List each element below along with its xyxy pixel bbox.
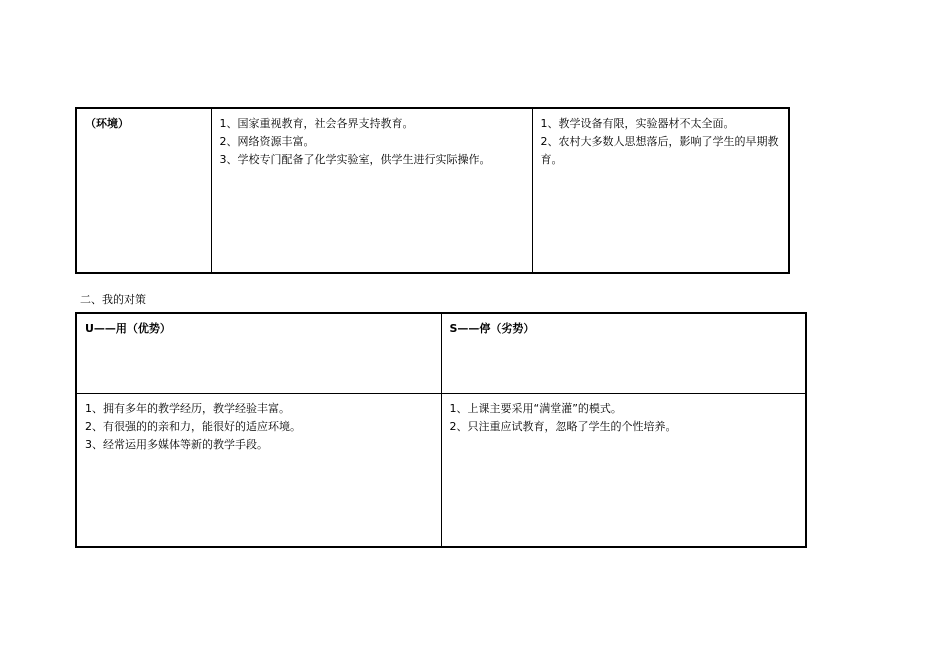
- section-title: 二、我的对策: [80, 293, 146, 306]
- environment-label-cell: [76, 108, 211, 273]
- environment-strength-item: 1、国家重视教育，社会各界支持教育。: [219, 117, 414, 130]
- strength-item: 3、经常运用多媒体等新的教学手段。: [85, 437, 268, 451]
- environment-table: [75, 107, 790, 274]
- environment-weakness-item: 2、农村大多数人思想落后，影响了学生的早期教育。: [540, 135, 779, 166]
- strength-item: 1、拥有多年的教学经历，教学经验丰富。: [85, 401, 290, 415]
- strategy-header-row: [76, 313, 806, 393]
- weakness-item: 1、上课主要采用“满堂灌”的模式。: [449, 401, 622, 415]
- strategy-table: [75, 312, 807, 548]
- strengths-content-cell: [76, 393, 441, 547]
- environment-strengths-cell: [211, 108, 532, 273]
- environment-strength-item: 3、学校专门配备了化学实验室，供学生进行实际操作。: [219, 153, 491, 166]
- weaknesses-header-cell: [441, 313, 806, 393]
- environment-strength-item: 2、网络资源丰富。: [219, 135, 315, 148]
- environment-weakness-item: 1、教学设备有限，实验器材不太全面。: [540, 117, 735, 130]
- environment-weaknesses-cell: [532, 108, 789, 273]
- strategy-content-row: [76, 393, 806, 547]
- environment-label: （环境）: [85, 117, 129, 130]
- weaknesses-content-cell: [441, 393, 806, 547]
- strengths-header-cell: [76, 313, 441, 393]
- environment-row: [76, 108, 789, 273]
- strength-item: 2、有很强的的亲和力，能很好的适应环境。: [85, 419, 301, 433]
- weaknesses-header: S——停（劣势）: [449, 322, 535, 335]
- weakness-item: 2、只注重应试教育，忽略了学生的个性培养。: [449, 419, 677, 433]
- strengths-header: U——用（优势）: [85, 322, 171, 335]
